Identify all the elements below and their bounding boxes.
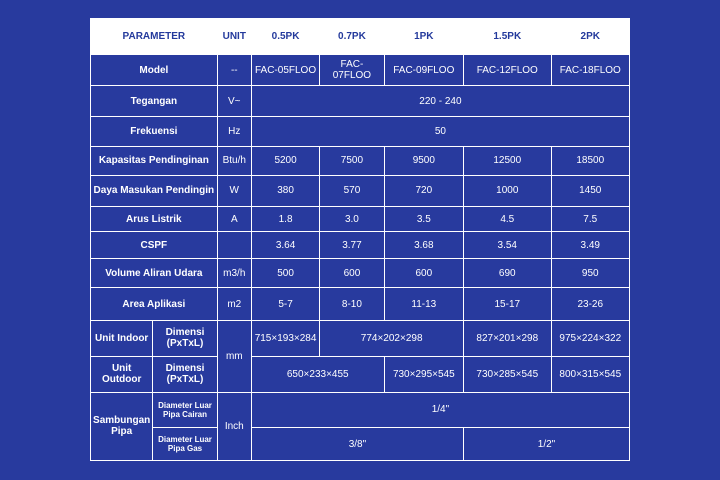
unit-volume: m3/h xyxy=(217,258,251,288)
indoor-2: 827×201×298 xyxy=(464,321,551,357)
kapasitas-2: 9500 xyxy=(384,146,463,176)
spec-table xyxy=(90,18,630,461)
header-model-2: 1PK xyxy=(384,19,463,55)
model-1: FAC-07FLOO xyxy=(320,54,384,86)
area-2: 11-13 xyxy=(384,288,463,321)
model-4: FAC-18FLOO xyxy=(551,54,629,86)
label-frekuensi: Frekuensi xyxy=(91,116,218,146)
daya-4: 1450 xyxy=(551,176,629,207)
label-pipa-gas: Diameter Luar Pipa Gas xyxy=(153,428,217,461)
unit-daya: W xyxy=(217,176,251,207)
unit-area: m2 xyxy=(217,288,251,321)
kapasitas-0: 5200 xyxy=(251,146,319,176)
cspf-0: 3.64 xyxy=(251,232,319,259)
value-pipa-gas-0: 3/8" xyxy=(251,428,463,461)
row-volume xyxy=(91,258,630,288)
header-model-0: 0.5PK xyxy=(251,19,319,55)
model-0: FAC-05FLOO xyxy=(251,54,319,86)
value-pipa-gas-1: 1/2" xyxy=(464,428,630,461)
area-3: 15-17 xyxy=(464,288,551,321)
header-model-1: 0.7PK xyxy=(320,19,384,55)
arus-0: 1.8 xyxy=(251,206,319,232)
row-frekuensi xyxy=(91,116,630,146)
area-1: 8-10 xyxy=(320,288,384,321)
unit-model: -- xyxy=(217,54,251,86)
unit-tegangan: V~ xyxy=(217,86,251,117)
cspf-4: 3.49 xyxy=(551,232,629,259)
value-frekuensi: 50 xyxy=(251,116,629,146)
unit-dimensi: mm xyxy=(217,321,251,392)
label-model: Model xyxy=(91,54,218,86)
row-arus xyxy=(91,206,630,232)
label-kapasitas: Kapasitas Pendinginan xyxy=(91,146,218,176)
unit-arus: A xyxy=(217,206,251,232)
outdoor-0: 650×233×455 xyxy=(251,356,384,392)
label-volume: Volume Aliran Udara xyxy=(91,258,218,288)
value-tegangan: 220 - 240 xyxy=(251,86,629,117)
arus-1: 3.0 xyxy=(320,206,384,232)
label-outdoor-dimensi: Dimensi (PxTxL) xyxy=(153,356,217,392)
indoor-0: 715×193×284 xyxy=(251,321,319,357)
row-cspf xyxy=(91,232,630,259)
outdoor-2: 730×285×545 xyxy=(464,356,551,392)
area-4: 23-26 xyxy=(551,288,629,321)
volume-3: 690 xyxy=(464,258,551,288)
label-pipa-cairan: Diameter Luar Pipa Cairan xyxy=(153,392,217,428)
label-unit-indoor: Unit Indoor xyxy=(91,321,153,357)
kapasitas-4: 18500 xyxy=(551,146,629,176)
cspf-1: 3.77 xyxy=(320,232,384,259)
volume-1: 600 xyxy=(320,258,384,288)
outdoor-3: 800×315×545 xyxy=(551,356,629,392)
indoor-3: 975×224×322 xyxy=(551,321,629,357)
cspf-2: 3.68 xyxy=(384,232,463,259)
header-row xyxy=(91,19,630,55)
kapasitas-1: 7500 xyxy=(320,146,384,176)
volume-2: 600 xyxy=(384,258,463,288)
row-outdoor xyxy=(91,356,630,392)
arus-3: 4.5 xyxy=(464,206,551,232)
unit-cspf xyxy=(217,232,251,259)
row-indoor xyxy=(91,321,630,357)
label-daya: Daya Masukan Pendingin xyxy=(91,176,218,207)
unit-frekuensi: Hz xyxy=(217,116,251,146)
label-sambungan-pipa: Sambungan Pipa xyxy=(91,392,153,461)
row-daya xyxy=(91,176,630,207)
row-pipa-gas xyxy=(91,428,630,461)
area-0: 5-7 xyxy=(251,288,319,321)
header-unit: UNIT xyxy=(217,19,251,55)
row-tegangan xyxy=(91,86,630,117)
label-tegangan: Tegangan xyxy=(91,86,218,117)
kapasitas-3: 12500 xyxy=(464,146,551,176)
label-unit-outdoor: Unit Outdoor xyxy=(91,356,153,392)
label-indoor-dimensi: Dimensi (PxTxL) xyxy=(153,321,217,357)
unit-inch: Inch xyxy=(217,392,251,461)
model-2: FAC-09FLOO xyxy=(384,54,463,86)
indoor-1: 774×202×298 xyxy=(320,321,464,357)
header-model-4: 2PK xyxy=(551,19,629,55)
label-cspf: CSPF xyxy=(91,232,218,259)
daya-3: 1000 xyxy=(464,176,551,207)
daya-2: 720 xyxy=(384,176,463,207)
arus-2: 3.5 xyxy=(384,206,463,232)
unit-kapasitas: Btu/h xyxy=(217,146,251,176)
row-area xyxy=(91,288,630,321)
row-model xyxy=(91,54,630,86)
daya-1: 570 xyxy=(320,176,384,207)
volume-4: 950 xyxy=(551,258,629,288)
cspf-3: 3.54 xyxy=(464,232,551,259)
model-3: FAC-12FLOO xyxy=(464,54,551,86)
label-arus: Arus Listrik xyxy=(91,206,218,232)
value-pipa-cairan: 1/4" xyxy=(251,392,629,428)
header-parameter: PARAMETER xyxy=(91,19,218,55)
header-model-3: 1.5PK xyxy=(464,19,551,55)
daya-0: 380 xyxy=(251,176,319,207)
volume-0: 500 xyxy=(251,258,319,288)
outdoor-1: 730×295×545 xyxy=(384,356,463,392)
row-kapasitas xyxy=(91,146,630,176)
label-area: Area Aplikasi xyxy=(91,288,218,321)
arus-4: 7.5 xyxy=(551,206,629,232)
row-pipa-cairan xyxy=(91,392,630,428)
